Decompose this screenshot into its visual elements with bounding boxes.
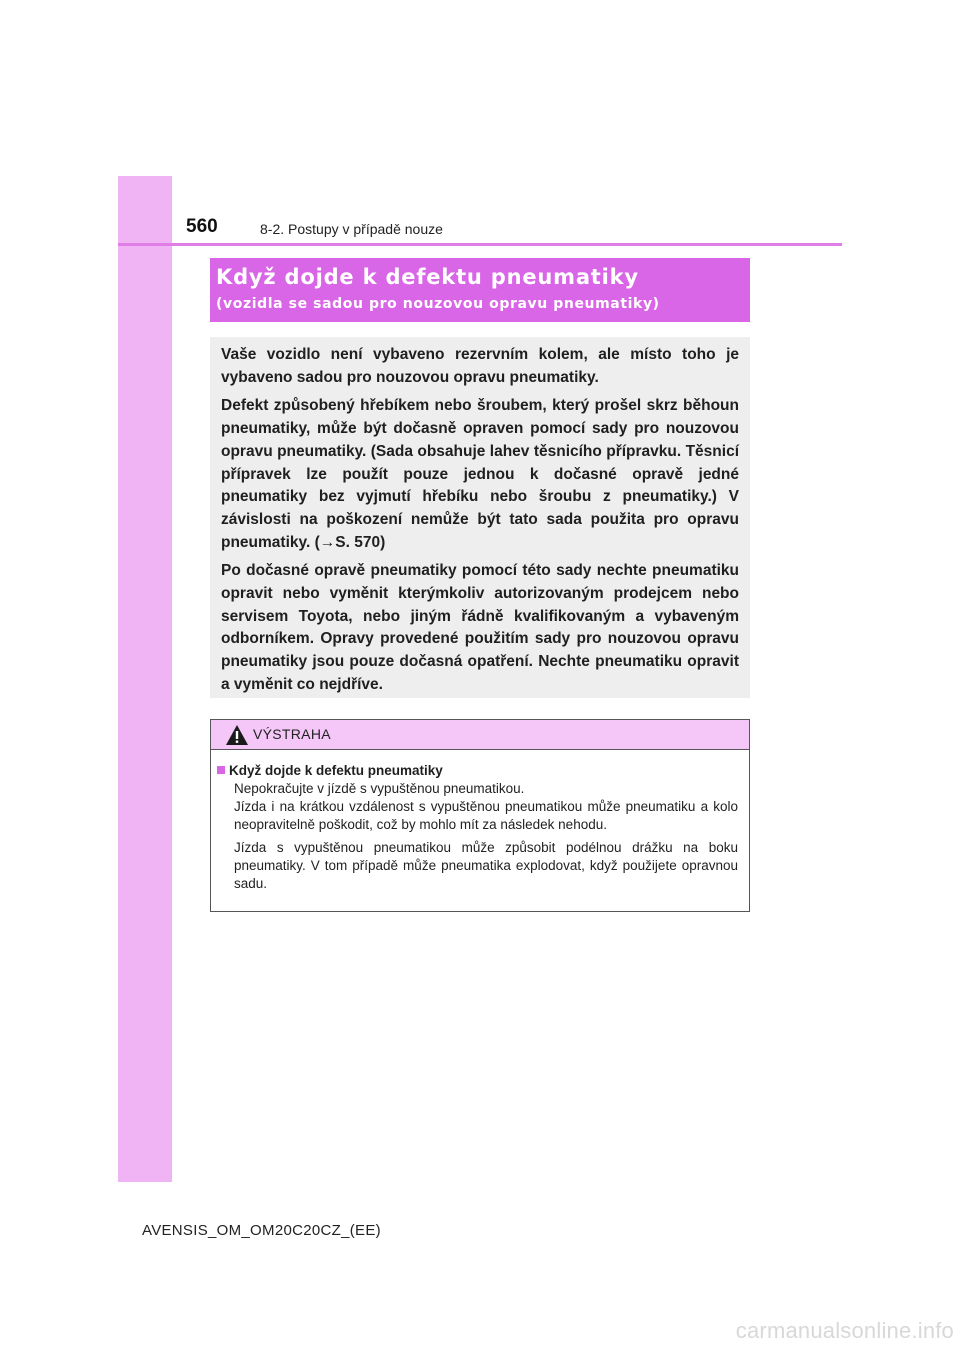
intro-paragraph: Po dočasné opravě pneumatiky pomocí této sady nechte pneumatiku opravit nebo vyměnit kterýmkoliv autorizovaným prodejcem nebo servisem Toyota, nebo jiným řádně kvalifikovaným a vybaveným odborníkem. Opravy provedené použitím sady pro nouzovou opravu pneumatiky jsou pouze dočasná opatření. Nechte pneumatiku opravit a vyměnit co nejdříve. — [221, 562, 739, 693]
warning-label: VÝSTRAHA — [253, 726, 331, 742]
bullet-square-icon — [217, 766, 225, 774]
warning-header — [211, 720, 749, 750]
header-rule — [118, 243, 842, 246]
section-label: 8-2. Postupy v případě nouze — [260, 221, 443, 237]
warning-body — [211, 750, 749, 893]
watermark: carmanualsonline.info — [735, 1318, 954, 1343]
page-subtitle: (vozidla se sadou pro nouzovou opravu pneumatiky) — [216, 296, 660, 312]
warning-item-title-text: Když dojde k defektu pneumatiky — [229, 763, 443, 778]
footer-code: AVENSIS_OM_OM20C20CZ_(EE) — [142, 1222, 381, 1239]
warning-text-line: Nepokračujte v jízdě s vypuštěnou pneumatikou. Jízda i na krátkou vzdálenost s vypuštěnou pneumatikou může pneumatiku a kolo neopravitelně poškodit, což by mohlo mít za následek nehodu. — [234, 781, 738, 832]
warning-text — [234, 780, 738, 834]
warning-text: Jízda s vypuštěnou pneumatikou může způsobit podélnou drážku na boku pneumatiky. V tom případě může pneumatika explodovat, když použijete opravnou sadu. — [234, 840, 738, 891]
side-strip — [118, 176, 172, 1182]
intro-paragraph: Vaše vozidlo není vybaveno rezervním kolem, ale místo toho je vybaveno sadou pro nouzovou opravu pneumatiky. — [221, 346, 739, 386]
page-title: Když dojde k defektu pneumatiky — [216, 265, 639, 289]
warning-item-title — [217, 762, 738, 780]
intro-box — [210, 337, 750, 698]
warning-box — [210, 719, 750, 912]
intro-paragraph: Defekt způsobený hřebíkem nebo šroubem, který prošel skrz běhoun pneumatiky, může být dočasně opraven pomocí sady pro nouzovou opravu pneumatiky. (Sada obsahuje lahev těsnicího přípravku. Těsnicí přípravek lze použít pouze jednou k dočasné opravě jedné pneumatiky bez vyjmutí hřebíku nebo šroubu z pneumatiky.) V závislosti na poškození nemůže být tato sada použita pro opravu pneumatiky. (→S. 570) — [221, 397, 739, 551]
title-box — [210, 258, 750, 322]
warning-triangle-icon — [225, 724, 249, 746]
page-number: 560 — [186, 216, 218, 237]
